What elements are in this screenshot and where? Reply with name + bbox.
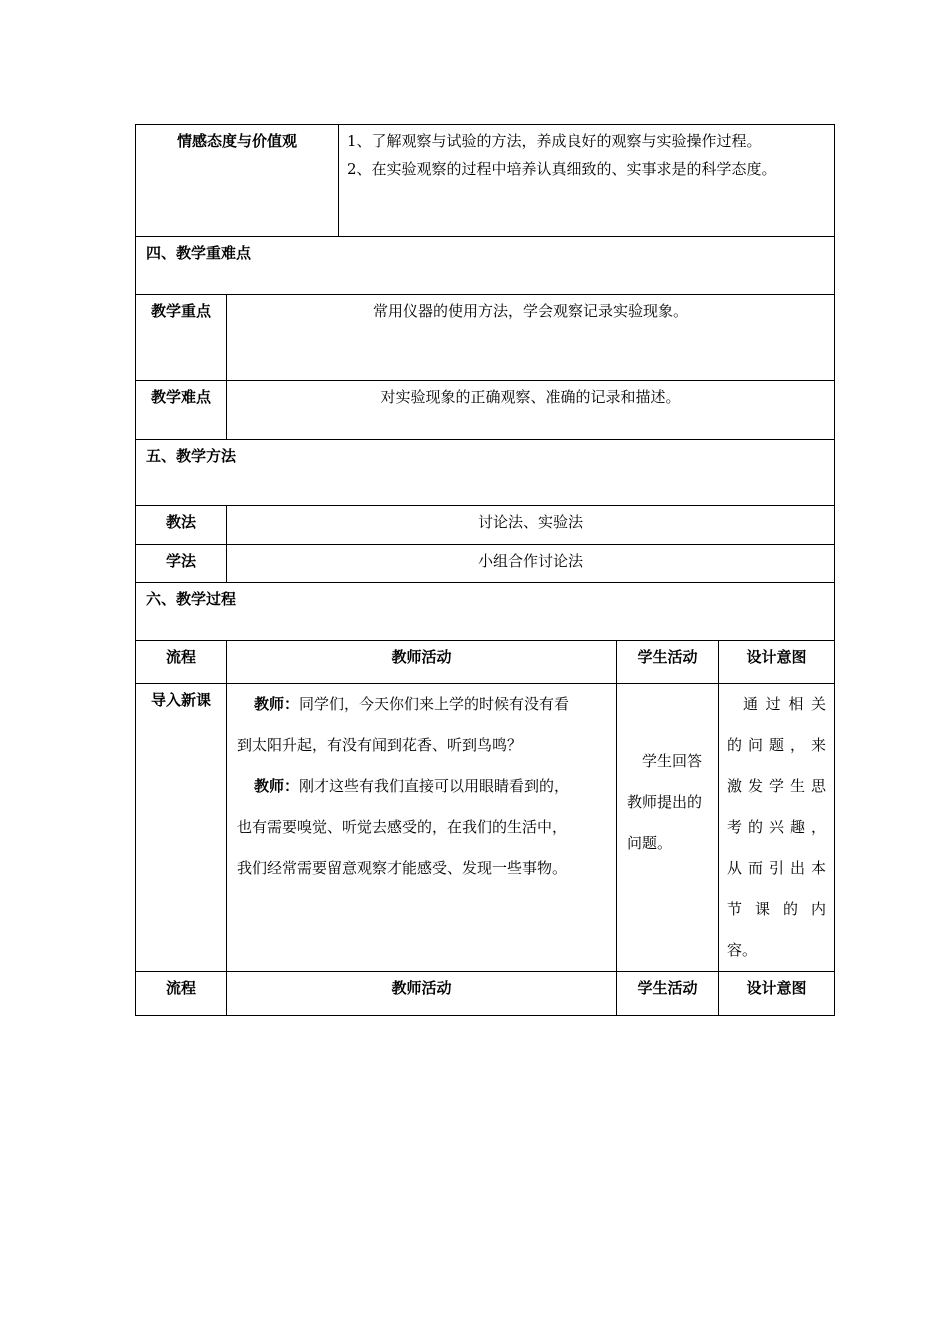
difficulty-row xyxy=(136,381,835,440)
intro-p2-line1: 教师：刚才这些有我们直接可以用眼睛看到的， xyxy=(254,777,570,795)
intro-student-activity xyxy=(617,684,719,972)
header2-teacher: 教师活动 xyxy=(227,972,617,1016)
header2-student: 学生活动 xyxy=(617,972,719,1016)
teach-method-row xyxy=(136,506,835,545)
difficulty-text: 对实验现象的正确观察、准确的记录和描述。 xyxy=(227,381,835,440)
teach-method-label: 教法 xyxy=(136,506,227,545)
intro-student-line1: 学生回答 xyxy=(642,752,703,770)
lesson-plan-table xyxy=(135,124,835,1016)
intro-design-line4: 考的兴趣， xyxy=(727,818,827,836)
header-teacher: 教师活动 xyxy=(227,641,617,684)
process-header-row-2 xyxy=(136,972,835,1016)
learn-method-row xyxy=(136,545,835,583)
teach-method-text: 讨论法、实验法 xyxy=(227,506,835,545)
intro-row xyxy=(136,684,835,972)
learn-method-text: 小组合作讨论法 xyxy=(227,545,835,583)
section5-row xyxy=(136,440,835,506)
intro-design-line2: 的问题，来 xyxy=(727,736,827,754)
attitude-label: 情感态度与价值观 xyxy=(136,125,339,237)
intro-design-line6: 节课的内 xyxy=(727,900,827,918)
section4-title: 四、教学重难点 xyxy=(136,237,835,295)
intro-design-line7: 容。 xyxy=(727,941,758,959)
intro-p2-line2: 也有需要嗅觉、听觉去感受的，在我们的生活中， xyxy=(237,818,568,836)
header-student: 学生活动 xyxy=(617,641,719,684)
learn-method-label: 学法 xyxy=(136,545,227,583)
intro-p1-line2: 到太阳升起，有没有闻到花香、听到鸟鸣？ xyxy=(237,736,523,754)
header-design: 设计意图 xyxy=(719,641,835,684)
difficulty-label: 教学难点 xyxy=(136,381,227,440)
process-header-row xyxy=(136,641,835,684)
section4-row xyxy=(136,237,835,295)
header2-design: 设计意图 xyxy=(719,972,835,1016)
header-flow: 流程 xyxy=(136,641,227,684)
intro-p2-speaker: 教师： xyxy=(254,777,300,795)
intro-design-line1: 通过相关 xyxy=(743,695,827,713)
intro-p2-line3: 我们经常需要留意观察才能感受、发现一些事物。 xyxy=(237,859,568,877)
intro-teacher-activity xyxy=(227,684,617,972)
intro-design-line5: 从而引出本 xyxy=(727,859,827,877)
intro-flow: 导入新课 xyxy=(136,684,227,972)
key-point-label: 教学重点 xyxy=(136,295,227,381)
attitude-item-2: 2、在实验观察的过程中培养认真细致的、实事求是的科学态度。 xyxy=(347,160,777,178)
section6-row xyxy=(136,583,835,641)
attitude-row xyxy=(136,125,835,237)
intro-design-line3: 激发学生思 xyxy=(727,777,827,795)
intro-student-line3: 问题。 xyxy=(627,834,673,852)
intro-student-line2: 教师提出的 xyxy=(627,793,703,811)
intro-p1-speaker: 教师： xyxy=(254,695,300,713)
intro-design-intent xyxy=(719,684,835,972)
intro-p1-line1: 教师：同学们，今天你们来上学的时候有没有看 xyxy=(254,695,570,713)
key-point-row xyxy=(136,295,835,381)
header2-flow: 流程 xyxy=(136,972,227,1016)
attitude-item-1: 1、了解观察与试验的方法，养成良好的观察与实验操作过程。 xyxy=(347,132,762,150)
attitude-content xyxy=(339,125,835,237)
key-point-text: 常用仪器的使用方法，学会观察记录实验现象。 xyxy=(227,295,835,381)
section6-title: 六、教学过程 xyxy=(136,583,835,641)
section5-title: 五、教学方法 xyxy=(136,440,835,506)
